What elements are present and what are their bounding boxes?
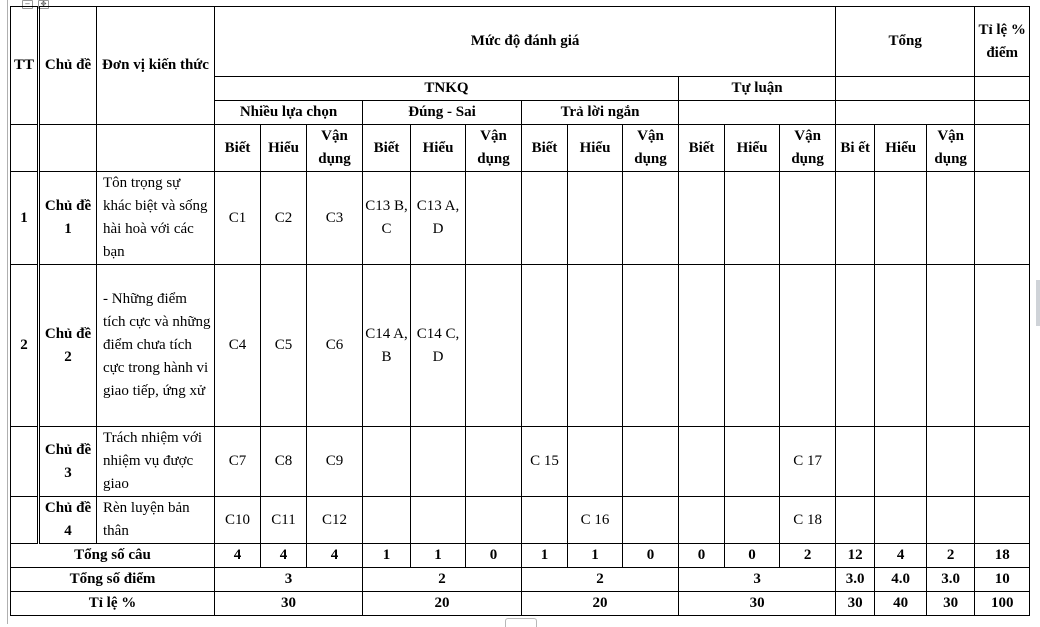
cell (725, 172, 780, 265)
percentage-cell: 30 (927, 592, 975, 616)
cell (679, 172, 725, 265)
cell: C11 (261, 497, 307, 544)
header-tong-blank-2 (836, 101, 975, 125)
points-cell: 3 (215, 568, 363, 592)
total-cell: 4 (307, 544, 363, 568)
percentage-label: Tỉ lệ % (11, 592, 215, 616)
cell (679, 265, 725, 427)
header-don-vi: Đơn vị kiến thức (97, 7, 215, 125)
row-chu-de: Chủ đề 4 (39, 497, 97, 544)
level-hieu: Hiểu (875, 125, 927, 172)
cell: C12 (307, 497, 363, 544)
total-cell: 18 (975, 544, 1030, 568)
total-cell: 1 (568, 544, 623, 568)
header-chu-de: Chủ đề (39, 7, 97, 125)
cell (836, 427, 875, 497)
level-hieu: Hiểu (568, 125, 623, 172)
cell (568, 427, 623, 497)
cell (875, 265, 927, 427)
row-chu-de: Chủ đề 3 (39, 427, 97, 497)
total-cell: 1 (522, 544, 568, 568)
total-cell: 1 (363, 544, 411, 568)
percentage-cell: 30 (215, 592, 363, 616)
cell (623, 427, 679, 497)
percentage-cell: 30 (836, 592, 875, 616)
cell (522, 172, 568, 265)
level-biet-tong: Bi ết (836, 125, 875, 172)
total-cell: 0 (623, 544, 679, 568)
header-nhieu-lua-chon: Nhiều lựa chọn (215, 101, 363, 125)
header-muc-do: Mức độ đánh giá (215, 7, 836, 77)
points-cell: 3.0 (927, 568, 975, 592)
total-cell: 4 (215, 544, 261, 568)
level-van-dung: Vận dụng (307, 125, 363, 172)
percentage-cell: 30 (679, 592, 836, 616)
row-don-vi: Rèn luyện bản thân (97, 497, 215, 544)
cell (875, 497, 927, 544)
level-biet: Biết (215, 125, 261, 172)
cell (466, 172, 522, 265)
cell (725, 427, 780, 497)
cell (927, 265, 975, 427)
level-hieu: Hiểu (725, 125, 780, 172)
level-biet: Biết (522, 125, 568, 172)
row-tt (11, 427, 39, 497)
row-tt (11, 497, 39, 544)
level-hieu: Hiểu (261, 125, 307, 172)
header-ti-le: Tỉ lệ % điểm (975, 7, 1030, 77)
cell (975, 427, 1030, 497)
table-row (11, 497, 1030, 544)
row-don-vi: - Những điểm tích cực và những điểm chưa tích cực trong hành vi giao tiếp, ứng xử (97, 265, 215, 427)
cell: C10 (215, 497, 261, 544)
header-tu-luan-blank (679, 101, 836, 125)
percentage-cell: 20 (363, 592, 522, 616)
cell (780, 265, 836, 427)
cell: C13 B, C (363, 172, 411, 265)
level-van-dung: Vận dụng (927, 125, 975, 172)
move-handle-icon[interactable]: ✥ (38, 0, 49, 9)
cell (466, 497, 522, 544)
header-tong-blank (836, 77, 975, 101)
cell: C2 (261, 172, 307, 265)
cell (875, 427, 927, 497)
row-tt: 2 (11, 265, 39, 427)
percentage-cell: 100 (975, 592, 1030, 616)
cell (623, 497, 679, 544)
level-hieu: Hiểu (411, 125, 466, 172)
level-don-vi-blank (97, 125, 215, 172)
cell: C4 (215, 265, 261, 427)
total-questions-label: Tổng số câu (11, 544, 215, 568)
table-row (11, 172, 1030, 265)
total-questions-row (11, 544, 1030, 568)
cell (927, 497, 975, 544)
cell: C1 (215, 172, 261, 265)
level-van-dung: Vận dụng (466, 125, 522, 172)
table-row (11, 427, 1030, 497)
points-cell: 3 (679, 568, 836, 592)
header-ti-le-blank (975, 77, 1030, 101)
cell (411, 497, 466, 544)
total-cell: 12 (836, 544, 875, 568)
total-points-label: Tổng số điểm (11, 568, 215, 592)
total-cell: 1 (411, 544, 466, 568)
cell (522, 265, 568, 427)
points-cell: 10 (975, 568, 1030, 592)
total-cell: 2 (780, 544, 836, 568)
points-cell: 3.0 (836, 568, 875, 592)
cell (875, 172, 927, 265)
percentage-cell: 20 (522, 592, 679, 616)
cell (679, 427, 725, 497)
cell: C6 (307, 265, 363, 427)
scroll-grip[interactable] (1036, 280, 1040, 326)
cell (522, 497, 568, 544)
cell: C13 A, D (411, 172, 466, 265)
total-cell: 4 (875, 544, 927, 568)
total-cell: 0 (679, 544, 725, 568)
cell: C14 A, B (363, 265, 411, 427)
row-chu-de: Chủ đề 1 (39, 172, 97, 265)
cell (411, 427, 466, 497)
total-cell: 4 (261, 544, 307, 568)
cell (927, 172, 975, 265)
points-cell: 2 (363, 568, 522, 592)
level-ti-le-blank (975, 125, 1030, 172)
cell (568, 265, 623, 427)
cell (679, 497, 725, 544)
cell (927, 427, 975, 497)
header-tt: TT (11, 7, 39, 125)
cell (975, 265, 1030, 427)
cell (836, 265, 875, 427)
cell: C 17 (780, 427, 836, 497)
cell: C8 (261, 427, 307, 497)
row-tt: 1 (11, 172, 39, 265)
header-dung-sai: Đúng - Sai (363, 101, 522, 125)
cell: C 15 (522, 427, 568, 497)
header-ti-le-blank-2 (975, 101, 1030, 125)
table-row (11, 265, 1030, 427)
cell (780, 172, 836, 265)
level-chu-de-blank (39, 125, 97, 172)
cell (836, 172, 875, 265)
assessment-matrix-table (10, 6, 1030, 616)
cell (466, 265, 522, 427)
cell (623, 265, 679, 427)
row-don-vi: Trách nhiệm với nhiệm vụ được giao (97, 427, 215, 497)
cell (568, 172, 623, 265)
cell (725, 497, 780, 544)
row-chu-de: Chủ đề 2 (39, 265, 97, 427)
left-margin-rule (7, 0, 8, 624)
cell (363, 497, 411, 544)
header-tu-luan: Tự luận (679, 77, 836, 101)
level-van-dung: Vận dụng (780, 125, 836, 172)
cell: C 16 (568, 497, 623, 544)
table-resize-handle[interactable] (505, 618, 537, 627)
header-tra-loi-ngan: Trả lời ngắn (522, 101, 679, 125)
cell (975, 497, 1030, 544)
cell (623, 172, 679, 265)
total-cell: 0 (466, 544, 522, 568)
cell: C9 (307, 427, 363, 497)
points-cell: 2 (522, 568, 679, 592)
cell: C7 (215, 427, 261, 497)
header-tong: Tổng (836, 7, 975, 77)
total-cell: 2 (927, 544, 975, 568)
total-cell: 0 (725, 544, 780, 568)
cell (363, 427, 411, 497)
cell (975, 172, 1030, 265)
level-biet: Biết (363, 125, 411, 172)
level-biet: Biết (679, 125, 725, 172)
points-cell: 4.0 (875, 568, 927, 592)
percentage-cell: 40 (875, 592, 927, 616)
cell (466, 427, 522, 497)
header-tnkq: TNKQ (215, 77, 679, 101)
cell: C3 (307, 172, 363, 265)
level-tt-blank (11, 125, 39, 172)
cell: C14 C, D (411, 265, 466, 427)
cell (836, 497, 875, 544)
cell: C5 (261, 265, 307, 427)
cell: C 18 (780, 497, 836, 544)
collapse-icon[interactable]: − (22, 0, 33, 9)
total-points-row (11, 568, 1030, 592)
cell (725, 265, 780, 427)
row-don-vi: Tôn trọng sự khác biệt và sống hài hoà với các bạn (97, 172, 215, 265)
percentage-row (11, 592, 1030, 616)
level-van-dung: Vận dụng (623, 125, 679, 172)
